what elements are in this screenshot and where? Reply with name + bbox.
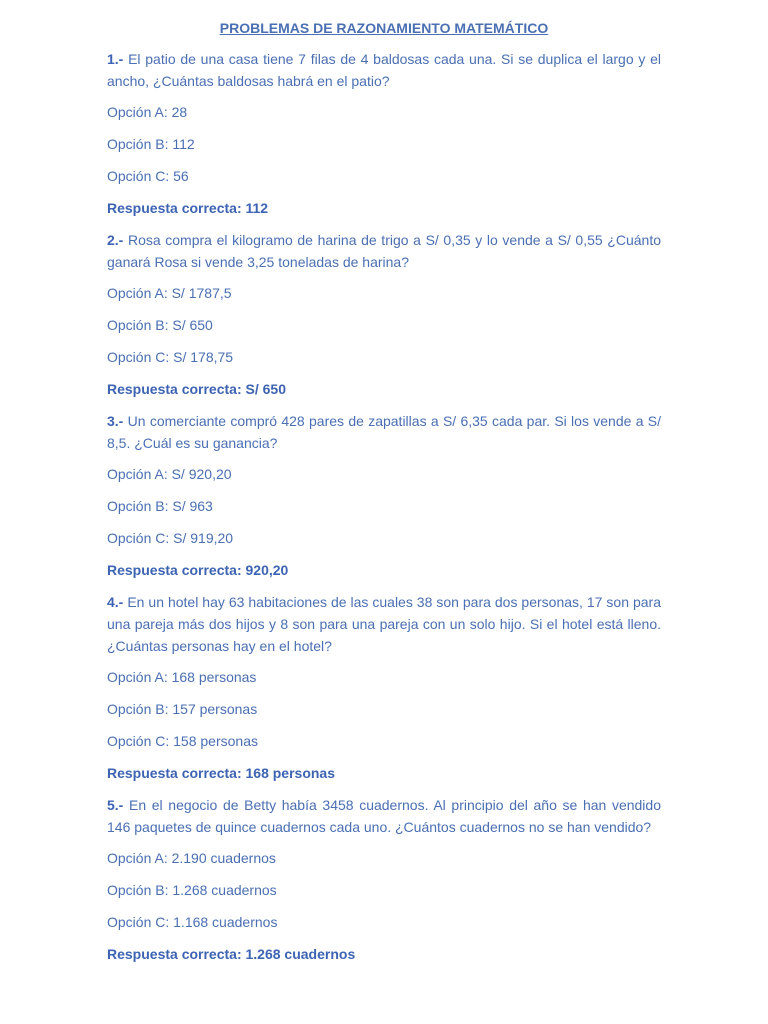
correct-answer: Respuesta correcta: 920,20 — [107, 562, 289, 578]
question-body: El patio de una casa tiene 7 filas de 4 baldosas cada una. Si se duplica el largo y el ancho, ¿Cuántas baldosas habrá en el patio? — [107, 51, 661, 89]
question-number: 5.- — [107, 797, 124, 813]
option-c: Opción C: S/ 178,75 — [107, 349, 234, 365]
question-text — [107, 48, 661, 92]
option-b: Opción B: 112 — [107, 136, 195, 152]
question-body: En el negocio de Betty había 3458 cuadernos. Al principio del año se han vendido 146 paquetes de quince cuadernos cada uno. ¿Cuántos cuadernos no se han vendido? — [107, 797, 661, 835]
question-text — [107, 229, 661, 273]
question-number: 4.- — [107, 594, 124, 610]
option-a: Opción A: 28 — [107, 104, 188, 120]
correct-answer: Respuesta correcta: 1.268 cuadernos — [107, 946, 356, 962]
question-number: 2.- — [107, 232, 124, 248]
option-b: Opción B: S/ 963 — [107, 498, 213, 514]
option-a: Opción A: 168 personas — [107, 669, 257, 685]
problem-5 — [107, 794, 661, 964]
option-b: Opción B: 157 personas — [107, 701, 258, 717]
correct-answer: Respuesta correcta: 168 personas — [107, 765, 335, 781]
question-text — [107, 591, 661, 657]
option-a: Opción A: S/ 1787,5 — [107, 285, 232, 301]
option-b: Opción B: 1.268 cuadernos — [107, 882, 277, 898]
correct-answer: Respuesta correcta: 112 — [107, 200, 269, 216]
question-body: Rosa compra el kilogramo de harina de trigo a S/ 0,35 y lo vende a S/ 0,55 ¿Cuánto ganará Rosa si vende 3,25 toneladas de harina? — [107, 232, 661, 270]
document-page — [107, 18, 661, 975]
option-c: Opción C: 56 — [107, 168, 189, 184]
problem-2 — [107, 229, 661, 399]
option-a: Opción A: 2.190 cuadernos — [107, 850, 276, 866]
problem-3 — [107, 410, 661, 580]
option-c: Opción C: 1.168 cuadernos — [107, 914, 278, 930]
question-number: 1.- — [107, 51, 124, 67]
problem-1 — [107, 48, 661, 218]
question-text — [107, 794, 661, 838]
question-text — [107, 410, 661, 454]
correct-answer: Respuesta correcta: S/ 650 — [107, 381, 286, 397]
option-a: Opción A: S/ 920,20 — [107, 466, 232, 482]
problem-4 — [107, 591, 661, 783]
question-number: 3.- — [107, 413, 124, 429]
option-b: Opción B: S/ 650 — [107, 317, 213, 333]
question-body: En un hotel hay 63 habitaciones de las cuales 38 son para dos personas, 17 son para una pareja más dos hijos y 8 son para una pareja con un solo hijo. Si el hotel está lleno. ¿Cuántas personas hay en el hotel? — [107, 594, 661, 654]
option-c: Opción C: S/ 919,20 — [107, 530, 234, 546]
question-body: Un comerciante compró 428 pares de zapatillas a S/ 6,35 cada par. Si los vende a S/ 8,5. ¿Cuál es su ganancia? — [107, 413, 661, 451]
option-c: Opción C: 158 personas — [107, 733, 258, 749]
document-title: PROBLEMAS DE RAZONAMIENTO MATEMÁTICO — [219, 20, 549, 36]
